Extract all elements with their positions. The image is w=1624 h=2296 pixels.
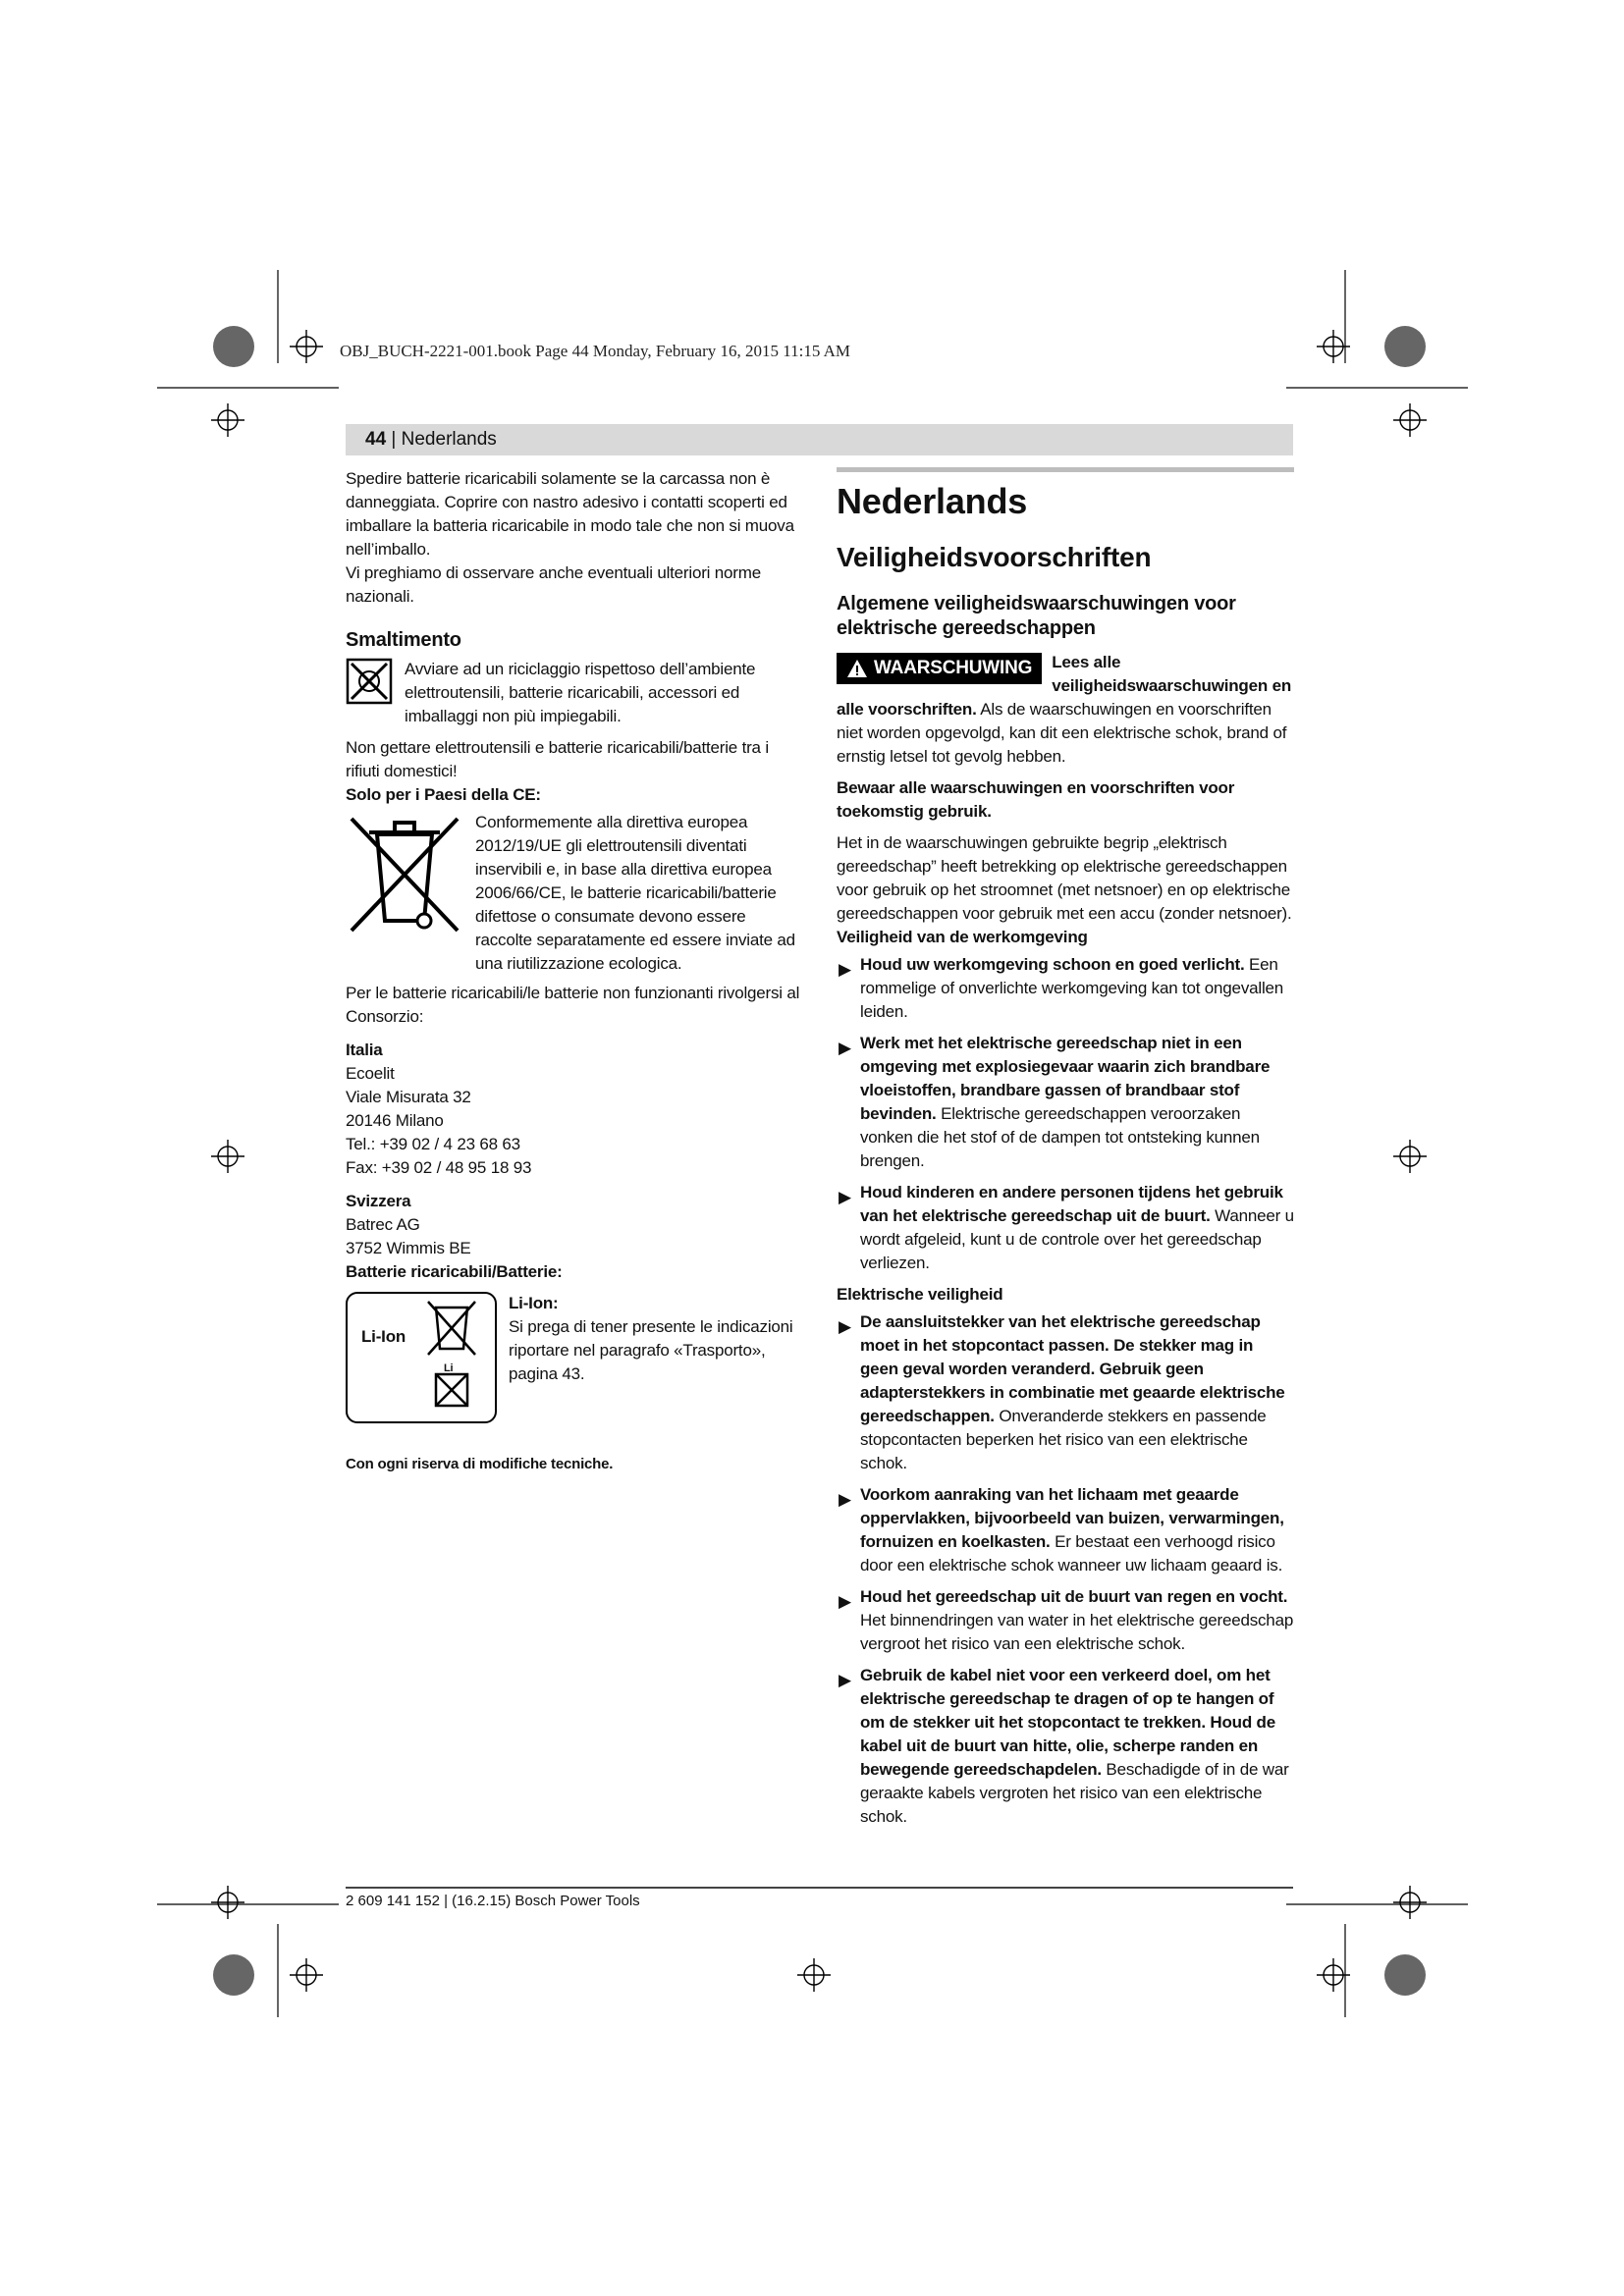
list-item: ▶ Houd uw werkomgeving schoon en goed verlicht. Een rommelige of onverlichte werkomgeving kan tot ongevallen leiden. — [839, 955, 1284, 1021]
warning-triangle-icon — [846, 659, 868, 678]
page-header: 44 | Nederlands — [346, 424, 1293, 455]
electrical-safety-heading: Elektrische veiligheid — [837, 1285, 1003, 1304]
liion-symbol — [346, 1292, 497, 1423]
liion-text: Si prega di tener presente le indicazioni riportare nel paragrafo «Trasporto», pagina 43. — [509, 1317, 793, 1383]
print-slug: OBJ_BUCH-2221-001.book Page 44 Monday, February 16, 2015 11:15 AM — [340, 342, 851, 360]
smaltimento-heading: Smaltimento — [346, 629, 461, 651]
liion-heading: Li-Ion: — [509, 1294, 559, 1312]
right-column — [837, 467, 1294, 1837]
list-item: ▶ Voorkom aanraking van het lichaam met geaarde oppervlakken, bijvoorbeeld van buizen, verwarmingen, fornuizen en koelkasten. Er bestaat een verhoogd risico door een elektrische schok wanneer uw lichaam geaard is. — [839, 1485, 1284, 1575]
no-household-waste-text: Non gettare elettroutensili e batterie ricaricabili/batterie tra i rifiuti domestici! — [346, 738, 769, 780]
italia-line: Tel.: +39 02 / 4 23 68 63 — [346, 1135, 520, 1153]
list-item: ▶ De aansluitstekker van het elektrische gereedschap moet in het stopcontact passen. De stekker mag in geen geval worden veranderd. Gebruik geen adapterstekkers in combinatie met geaarde elektrische gereedschappen. Onveranderde stekkers en passende stopcontacten beperken het risico van een elektrische schok. — [839, 1312, 1285, 1472]
page-number: 44 — [365, 429, 387, 450]
warning-text: Als de waarschuwingen en voorschriften niet worden opgevolgd, kan dit een elektrische schok, brand of ernstig letsel tot gevolg hebben. — [837, 700, 1287, 766]
consorzio-text: Per le batterie ricaricabili/le batterie non funzionanti rivolgersi al Consorzio: — [346, 984, 800, 1026]
national-rules-text: Vi preghiamo di osservare anche eventuali ulteriori norme nazionali. — [346, 563, 761, 606]
li-small-label: Li — [444, 1362, 454, 1374]
footer-rule — [346, 1887, 1293, 1889]
keep-instructions: Bewaar alle waarschuwingen en voorschriften voor toekomstig gebruik. — [837, 778, 1235, 821]
warning-bold: Lees alle veiligheidswaarschuwingen en alle voorschriften. — [837, 653, 1292, 719]
list-item: ▶ Gebruik de kabel niet voor een verkeerd doel, om het elektrische gereedschap te dragen of op te hangen of om de stekker uit het stopcontact te trekken. Houd de kabel uit de buurt van hitte, olie, scherpe randen en bewegende gereedschapdelen. Beschadigde of in de war geraakte kabels vergroten het risico van een elektrische schok. — [839, 1666, 1289, 1826]
svizzera-heading: Svizzera — [346, 1192, 411, 1210]
shipping-text: Spedire batterie ricaricabili solamente se la carcassa non è danneggiata. Coprire con nastro adesivo i contatti scoperti ed imballare la batteria ricaricabile in modo tale che non si muova nell’imballo. — [346, 469, 794, 559]
svizzera-line: Batrec AG — [346, 1215, 420, 1234]
reserve-note: Con ogni riserva di modifiche tecniche. — [346, 1456, 614, 1472]
work-area-heading: Veiligheid van de werkomgeving — [837, 928, 1088, 946]
ce-heading: Solo per i Paesi della CE: — [346, 785, 541, 804]
general-warnings-heading: Algemene veiligheidswaarschuwingen voor elektrische gereedschappen — [837, 593, 1236, 639]
warning-label: WAARSCHUWING — [874, 658, 1033, 678]
ce-text: Conformemente alla direttiva europea 2012/19/UE gli elettroutensili diventati inservibili e, in base alla direttiva europea 2006/66/CE, le batterie ricaricabili/batterie difettose o consumate devono essere raccolte separatamente ed essere inviate ad una riutilizzazione ecologica. — [475, 813, 795, 973]
list-item: ▶ Werk met het elektrische gereedschap niet in een omgeving met explosiegevaar waarin zich brandbare vloeistoffen, brandbare gassen of brandbaar stof bevinden. Elektrische gereedschappen veroorzaken vonken die het stof of de dampen tot ontsteking kunnen brengen. — [839, 1034, 1271, 1170]
svizzera-line: 3752 Wimmis BE — [346, 1239, 471, 1257]
page-footer: 2 609 141 152 | (16.2.15) Bosch Power Tools — [346, 1893, 640, 1909]
italia-heading: Italia — [346, 1041, 383, 1059]
list-item: ▶ Houd kinderen en andere personen tijdens het gebruik van het elektrische gereedschap uit de buurt. Wanneer u wordt afgeleid, kunt u de controle over het gereedschap verliezen. — [839, 1183, 1294, 1272]
batteries-heading: Batterie ricaricabili/Batterie: — [346, 1262, 563, 1281]
section-title: Nederlands — [837, 481, 1028, 521]
header-section: Nederlands — [401, 429, 497, 450]
italia-line: 20146 Milano — [346, 1111, 444, 1130]
italia-line: Fax: +39 02 / 48 95 18 93 — [346, 1158, 532, 1177]
left-column — [346, 467, 803, 1476]
italia-line: Viale Misurata 32 — [346, 1088, 471, 1106]
crossed-bin-icon — [346, 811, 463, 938]
italia-line: Ecoelit — [346, 1064, 395, 1083]
term-definition: Het in de waarschuwingen gebruikte begrip „elektrisch gereedschap” heeft betrekking op elektrische gereedschappen voor gebruik op het stroomnet (met netsnoer) en op elektrische gereedschappen voor gebruik met een accu (zonder netsnoer). — [837, 833, 1292, 923]
warning-badge — [837, 653, 1042, 684]
safety-heading: Veiligheidsvoorschriften — [837, 542, 1152, 572]
recycle-crossed-icon — [346, 658, 393, 705]
list-item: ▶ Houd het gereedschap uit de buurt van regen en vocht. Het binnendringen van water in het elektrische gereedschap vergroot het risico van een elektrische schok. — [839, 1587, 1294, 1653]
liion-label: Li-Ion — [361, 1327, 406, 1346]
smaltimento-text: Avviare ad un riciclaggio rispettoso dell’ambiente elettroutensili, batterie ricaricabili, accessori ed imballaggi non più impiegabili. — [405, 660, 756, 725]
